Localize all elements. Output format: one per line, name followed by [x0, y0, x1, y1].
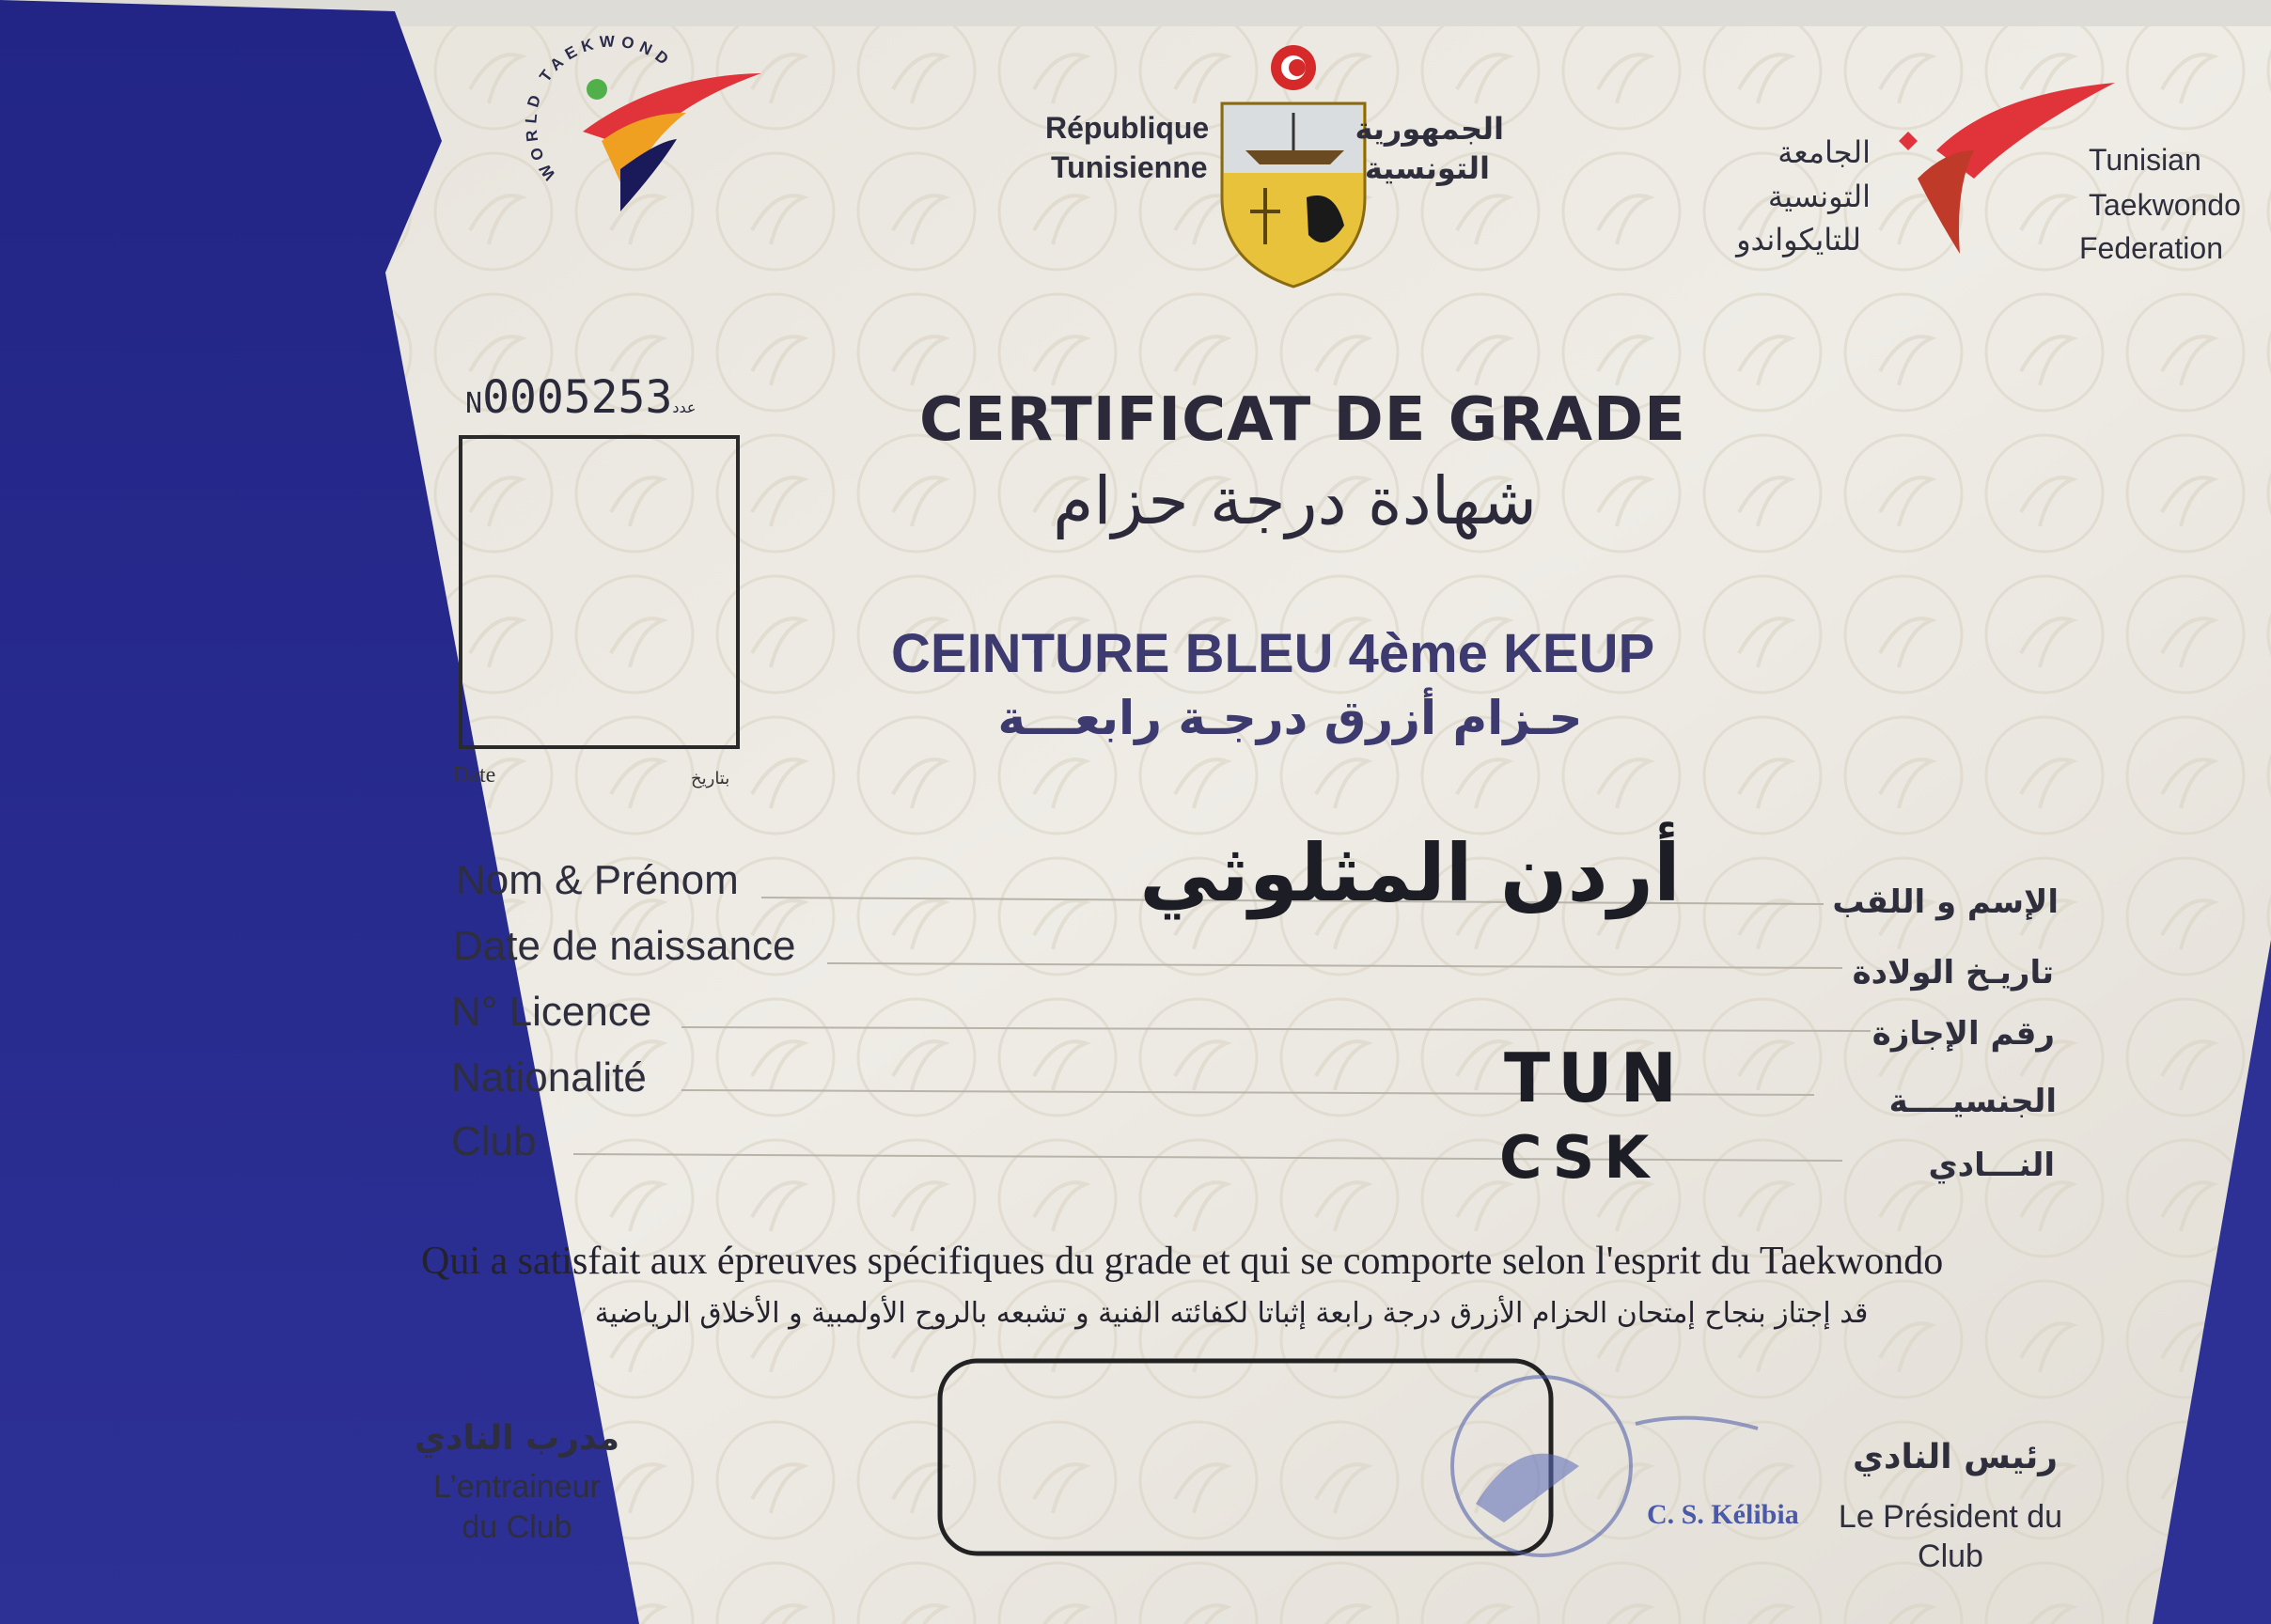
field-value-club: CSK: [1499, 1123, 1659, 1192]
field-label-ar-nationality: الجنسيــــة: [1888, 1083, 2057, 1120]
republic-fr-1: République: [1045, 111, 1210, 145]
number-ar-label: عدد: [672, 398, 697, 416]
svg-text:WORLD TAEKWONDO: WORLD TAEKWOND: [522, 34, 677, 184]
field-label-club: Club: [451, 1118, 537, 1164]
federation-ar-3: للتايكواندو: [1736, 222, 1861, 258]
field-label-birthdate: Date de naissance: [453, 923, 796, 969]
stamp-text: C. S. Kélibia: [1647, 1499, 1799, 1530]
field-label-ar-name: الإسم و اللقب: [1832, 883, 2059, 921]
number-prefix: N: [465, 387, 483, 420]
republic-ar-2: التونسية: [1364, 150, 1490, 186]
federation-en-1: Tunisian: [2089, 143, 2201, 177]
field-value-name: أردن المثلوثي: [1139, 827, 1681, 919]
federation-en-3: Federation: [2079, 231, 2223, 265]
statement-ar: قد إجتاز بنجاح إمتحان الحزام الأزرق درجة رابعة إثباتا لكفائته الفنية و تشبعه بالروح الأولمبية و الأخلاق الرياضية: [594, 1297, 1869, 1330]
field-label-licence: N° Licence: [451, 989, 652, 1035]
federation-ar-1: الجامعة: [1778, 134, 1871, 170]
certificate-title-ar: شهادة درجة حزام: [1052, 462, 1538, 539]
field-value-nationality: TUN: [1504, 1038, 1684, 1117]
president-label-ar: رئيس النادي: [1853, 1438, 2058, 1476]
field-label-name: Nom & Prénom: [456, 857, 739, 903]
certificate-number: [465, 371, 696, 424]
statement-fr: Qui a satisfait aux épreuves spécifiques du grade et qui se comporte selon l'esprit du Taekwondo: [421, 1240, 1944, 1283]
photo-date-fr: Date: [453, 763, 496, 788]
photo-date-ar: بتاريخ: [691, 769, 730, 789]
belt-title-fr: CEINTURE BLEU 4ème KEUP: [891, 623, 1655, 684]
field-label-ar-licence: رقم الإجازة: [1872, 1015, 2055, 1053]
field-label-ar-birthdate: تاريـخ الولادة: [1852, 954, 2054, 992]
president-label-fr-1: Le Président du: [1838, 1499, 2063, 1535]
certificate-title-fr: CERTIFICAT DE GRADE: [919, 385, 1686, 455]
number-value: 0005253: [482, 371, 673, 424]
wt-logo-text: [519, 34, 688, 203]
president-label-fr-2: Club: [1918, 1538, 1983, 1574]
coach-label-fr-2: du Club: [462, 1509, 572, 1545]
coach-label-fr-1: L’entraineur: [433, 1469, 601, 1505]
wt-logo-ring: [519, 34, 688, 203]
republic-ar-1: الجمهورية: [1355, 111, 1504, 147]
republic-fr-2: Tunisienne: [1051, 150, 1208, 184]
coach-label-ar: مدرب النادي: [414, 1419, 620, 1458]
field-label-nationality: Nationalité: [451, 1054, 647, 1101]
federation-en-2: Taekwondo: [2089, 188, 2241, 222]
field-label-ar-club: النـــادي: [1928, 1147, 2055, 1184]
belt-title-ar: حـزام أزرق درجـة رابعـــة: [997, 691, 1583, 745]
federation-ar-2: التونسية: [1767, 179, 1871, 214]
